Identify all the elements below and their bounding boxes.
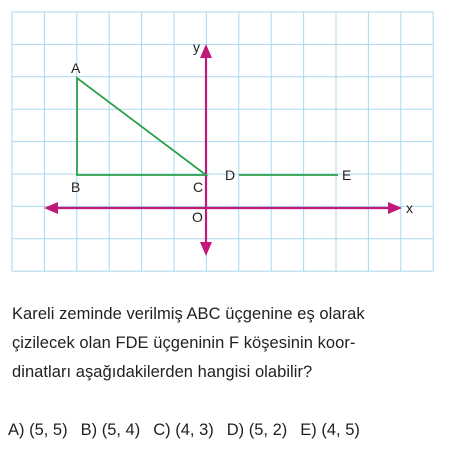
label-b: B: [71, 179, 81, 195]
choice-d[interactable]: [227, 421, 288, 440]
question-line-2: çizilecek olan FDE üçgeninin F köşesinin koor-: [12, 334, 356, 352]
label-origin: O: [192, 209, 203, 225]
y-axis-up-arrow-icon: [200, 44, 212, 58]
choice-e[interactable]: [300, 421, 360, 440]
x-axis-left-arrow-icon: [44, 202, 58, 214]
choice-a-letter: A): [8, 421, 25, 439]
choice-b-value: (5, 4): [101, 421, 141, 439]
question-line-1: Kareli zeminde verilmiş ABC üçgenine eş olarak: [12, 305, 365, 323]
question-text: [12, 300, 467, 387]
y-axis-down-arrow-icon: [200, 242, 212, 256]
choice-b[interactable]: [81, 421, 141, 440]
choice-c[interactable]: [153, 421, 214, 440]
choice-e-value: (4, 5): [321, 421, 360, 439]
label-x-axis: x: [406, 200, 413, 216]
label-e: E: [342, 167, 352, 183]
choice-d-value: (5, 2): [248, 421, 288, 439]
choice-c-value: (4, 3): [175, 421, 214, 439]
choice-a-value: (5, 5): [29, 421, 68, 439]
x-axis-right-arrow-icon: [388, 202, 402, 214]
label-a: A: [71, 60, 81, 76]
choice-a[interactable]: [8, 421, 68, 440]
square-grid: [12, 12, 433, 271]
label-c: C: [193, 179, 204, 195]
x-axis: [44, 202, 402, 214]
choice-c-letter: C): [153, 421, 171, 439]
choice-e-letter: E): [300, 421, 317, 439]
label-d: D: [225, 167, 236, 183]
answer-choices: [8, 421, 468, 440]
question-line-3: dinatları aşağıdakilerden hangisi olabilir?: [12, 363, 313, 381]
choice-d-letter: D): [226, 421, 245, 439]
label-y-axis: y: [193, 39, 200, 55]
choice-b-letter: B): [80, 421, 98, 439]
